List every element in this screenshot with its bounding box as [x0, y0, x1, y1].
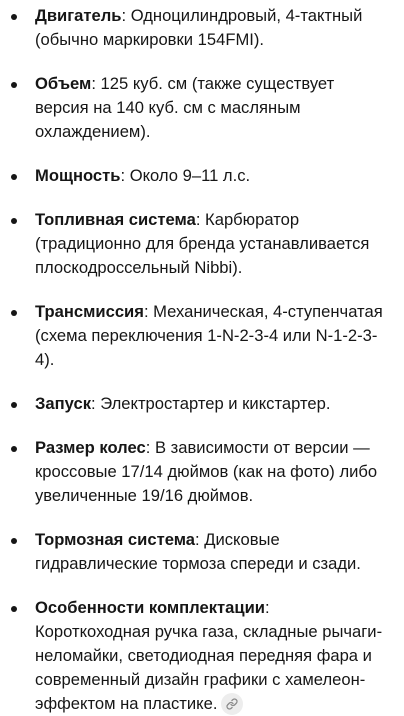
- link-icon: [226, 698, 238, 710]
- bullet-icon: [11, 14, 17, 20]
- spec-term: Размер колес: [35, 438, 146, 457]
- spec-item-volume: [0, 72, 388, 144]
- spec-text: : Одноцилиндровый, 4-тактный (обычно маркировки 154FMI).: [35, 6, 363, 49]
- spec-text: : Около 9–11 л.с.: [120, 166, 251, 185]
- spec-term: Запуск: [35, 394, 91, 413]
- bullet-icon: [11, 82, 17, 88]
- spec-term: Топливная система: [35, 210, 196, 229]
- bullet-icon: [11, 446, 17, 452]
- spec-item-wheel-size: [0, 436, 388, 508]
- spec-item-brakes: [0, 528, 388, 576]
- spec-item-engine: [0, 4, 388, 52]
- spec-text: : Короткоходная ручка газа, складные рычаги-неломайки, светодиодная передняя фара и современный дизайн графики с хамелеон-эффектом на пластике.: [35, 598, 383, 713]
- spec-list: [0, 4, 388, 716]
- bullet-icon: [11, 402, 17, 408]
- bullet-icon: [11, 218, 17, 224]
- spec-term: Мощность: [35, 166, 121, 185]
- spec-item-fuel-system: [0, 208, 388, 280]
- bullet-icon: [11, 606, 17, 612]
- spec-text: : Электростартер и кикстартер.: [91, 394, 331, 413]
- bullet-icon: [11, 310, 17, 316]
- spec-text: : Механическая, 4-ступенчатая (схема переключения 1-N-2-3-4 или N-1-2-3-4).: [35, 302, 383, 369]
- spec-term: Особенности комплектации: [35, 598, 265, 617]
- spec-text: : Карбюратор (традиционно для бренда устанавливается плоскодроссельный Nibbi).: [35, 210, 370, 277]
- spec-item-features: [0, 596, 388, 716]
- spec-text: : 125 куб. см (также существует версия на 140 куб. см с масляным охлаждением).: [35, 74, 335, 141]
- spec-item-start: [0, 392, 388, 416]
- spec-term: Тормозная система: [35, 530, 195, 549]
- spec-term: Двигатель: [35, 6, 122, 25]
- spec-text: : Дисковые гидравлические тормоза спереди и сзади.: [35, 530, 361, 573]
- bullet-icon: [11, 174, 17, 180]
- spec-text: : В зависимости от версии — кроссовые 17/14 дюймов (как на фото) либо увеличенные 19/16 дюймов.: [35, 438, 378, 505]
- spec-term: Трансмиссия: [35, 302, 144, 321]
- source-link-button[interactable]: [221, 693, 243, 715]
- spec-item-transmission: [0, 300, 388, 372]
- spec-item-power: [0, 164, 388, 188]
- spec-term: Объем: [35, 74, 92, 93]
- bullet-icon: [11, 538, 17, 544]
